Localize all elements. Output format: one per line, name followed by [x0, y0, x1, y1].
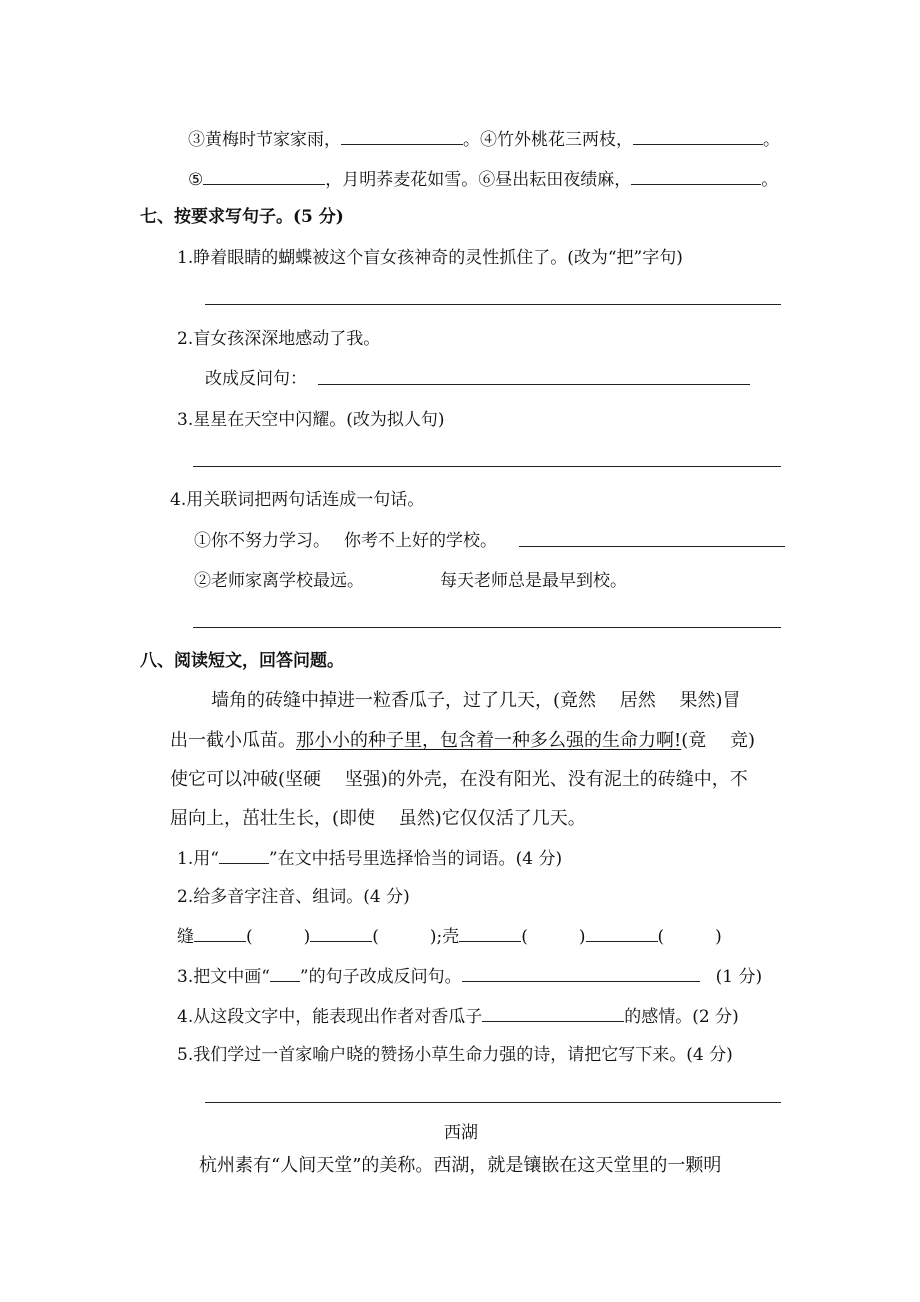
section-7-question-2: 2.盲女孩深深地感动了我。: [177, 329, 381, 349]
answer-blank[interactable]: [482, 1005, 624, 1022]
poem-line-5-6: [188, 168, 778, 191]
section-8-question-3: [177, 965, 762, 988]
question-text: ”的句子改成反问句。: [299, 967, 462, 987]
poem-text: ③黄梅时节家家雨，: [188, 130, 341, 150]
underlined-sentence: 那小小的种子里，包含着一种多么强的生命力啊!: [296, 730, 682, 751]
passage-line-2: [170, 730, 755, 752]
passage-line-1: 墙角的砖缝中掉进一粒香瓜子，过了几天，(竟然 居然 果然)冒: [211, 690, 741, 711]
section-7-question-1: 1.睁着眼睛的蝴蝶被这个盲女孩神奇的灵性抓住了。(改为“把”字句): [177, 248, 683, 268]
character-label: 缝: [177, 927, 194, 947]
section-7-heading: 七、按要求写句子。(5 分): [140, 207, 344, 227]
question-text: 3.把文中画“: [177, 967, 270, 987]
poem-text: 。: [761, 170, 779, 190]
answer-line[interactable]: [318, 384, 750, 385]
pinyin-paren: ( ): [372, 927, 437, 947]
answer-blank[interactable]: [310, 925, 372, 942]
poem-text: ，月明荞麦花如雪。⑥昼出耘田夜绩麻，: [325, 170, 632, 190]
poem-line-3-4: [188, 128, 780, 151]
passage-text: 出一截小瓜苗。: [170, 730, 296, 751]
section-8-question-5: 5.我们学过一首家喻户晓的赞扬小草生命力强的诗，请把它写下来。(4 分): [177, 1045, 733, 1065]
score-note: (1 分): [715, 967, 763, 987]
answer-blank[interactable]: [459, 925, 521, 942]
answer-blank[interactable]: [203, 168, 325, 185]
sentence-a: ②老师家离学校最远。: [194, 571, 364, 591]
poem-text: 。: [763, 130, 780, 150]
section-7-question-4: 4.用关联词把两句话连成一句话。: [170, 490, 425, 510]
poem-text: 。④竹外桃花三两枝，: [463, 130, 633, 150]
section-8-heading: 八、阅读短文，回答问题。: [140, 651, 344, 671]
answer-line[interactable]: [193, 627, 781, 628]
section-7-question-3: 3.星星在天空中闪耀。(改为拟人句): [177, 410, 445, 430]
section-7-question-4-item-2: [194, 570, 627, 592]
answer-blank[interactable]: [341, 128, 463, 145]
answer-line[interactable]: [205, 1102, 781, 1103]
answer-line[interactable]: [519, 546, 785, 547]
question-label: 改成反问句：: [205, 369, 307, 389]
section-8-question-2-answers: [177, 925, 722, 948]
character-label: ;壳: [436, 927, 460, 947]
answer-blank[interactable]: [633, 128, 763, 145]
underline-sample: [219, 847, 269, 864]
sentence-b: 你考不上好的学校。: [344, 531, 497, 551]
answer-line[interactable]: [193, 466, 781, 467]
underline-sample: [270, 965, 300, 982]
poem-text: ⑤: [188, 170, 204, 190]
question-text: 1.用“: [177, 849, 219, 869]
question-text: ”在文中括号里选择恰当的词语。(4 分): [268, 849, 563, 869]
sentence-b: 每天老师总是最早到校。: [440, 571, 627, 591]
section-8-question-1: [177, 847, 562, 870]
passage-line-4: 屈向上，茁壮生长，(即使 虽然)它仅仅活了几天。: [170, 808, 586, 829]
question-text: 的感情。(2 分): [624, 1007, 739, 1027]
pinyin-paren: ( ): [521, 927, 586, 947]
section-7-question-4-item-1: [194, 530, 497, 552]
answer-blank[interactable]: [586, 925, 658, 942]
reading-line-1: 杭州素有“人间天堂”的美称。西湖，就是镶嵌在这天堂里的一颗明: [199, 1155, 722, 1176]
pinyin-paren: ( ): [246, 927, 311, 947]
answer-blank[interactable]: [462, 965, 700, 982]
sentence-a: ①你不努力学习。: [194, 531, 330, 551]
section-8-question-4: [177, 1005, 739, 1028]
answer-blank[interactable]: [194, 925, 246, 942]
section-8-question-2: 2.给多音字注音、组词。(4 分): [177, 887, 410, 907]
reading-title: 西湖: [444, 1123, 478, 1143]
passage-text: (竟 竞): [681, 730, 756, 751]
pinyin-paren: ( ): [657, 927, 722, 947]
passage-line-3: 使它可以冲破(坚硬 坚强)的外壳，在没有阳光、没有泥土的砖缝中，不: [170, 769, 748, 790]
question-text: 4.从这段文字中，能表现出作者对香瓜子: [177, 1007, 483, 1027]
answer-line[interactable]: [205, 304, 781, 305]
section-7-question-2-sub: [205, 368, 307, 390]
answer-blank[interactable]: [631, 168, 761, 185]
